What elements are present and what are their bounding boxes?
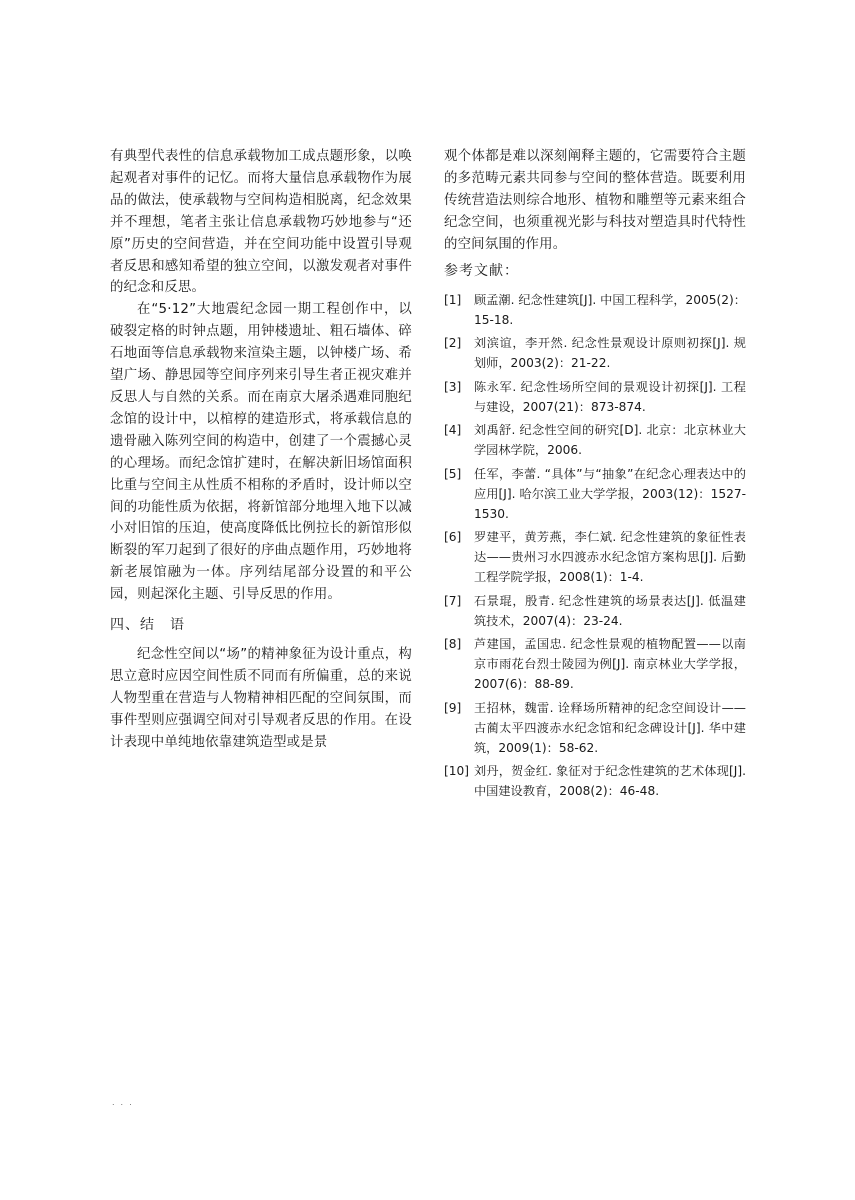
body-paragraph-2: 在“5·12”大地震纪念园一期工程创作中，以破裂定格的时钟点题，用钟楼遗址、粗石墙体、碎石地面等信息承载物来渲染主题，以钟楼广场、希望广场、静思园等空间序列来引导生者正视灾难并反思人与自然的关系。而在南京大屠杀遇难同胞纪念馆的设计中，以棺椁的建造形式，将承载信息的遗骨融入陈列空间的构造中，创建了一个震撼心灵的心理场。而纪念馆扩建时，在解决新旧场馆面积比重与空间主从性质不相称的矛盾时，设计师以空间的功能性质为依据，将新馆部分地埋入地下以减小对旧馆的压迫，使高度降低比例拉长的新馆形似断裂的军刀起到了很好的序曲点题作用，巧妙地将新老展馆融为一体。序列结尾部分设置的和平公园，则起深化主题、引导反思的作用。 bbox=[110, 302, 412, 603]
reference-number: [10] bbox=[444, 764, 470, 779]
reference-text: 刘禹舒. 纪念性空间的研究[D]. 北京：北京林业大学园林学院，2006. bbox=[474, 423, 746, 458]
body-paragraph-4: 观个体都是难以深刻阐释主题的，它需要符合主题的多范畴元素共同参与空间的整体营造。既要利用传统营造法则综合地形、植物和雕塑等元素来组合纪念空间，也须重视光影与科技对塑造具时代特性的空间氛围的作用。 bbox=[444, 149, 746, 252]
reference-text: 罗建平，黄芳燕，李仁斌. 纪念性建筑的象征性表达——贵州习水四渡赤水纪念馆方案构思[J]. 后勤工程学院学报，2008(1)：1-4. bbox=[474, 530, 746, 585]
body-paragraph-3: 纪念性空间以“场”的精神象征为设计重点，构思立意时应因空间性质不同而有所偏重，总的来说人物型重在营造与人物精神相匹配的空间氛围，而事件型则应强调空间对引导观者反思的作用。在设计表现中单纯地依靠建筑造型或是景 bbox=[110, 647, 412, 750]
right-column bbox=[444, 146, 746, 805]
reference-number: [5] bbox=[444, 466, 462, 481]
reference-number: [3] bbox=[444, 379, 462, 394]
section-heading-conclusion: 四、结 语 bbox=[110, 617, 185, 634]
reference-item bbox=[444, 761, 746, 801]
reference-number: [2] bbox=[444, 336, 462, 351]
reference-text: 王招林，魏雷. 诠释场所精神的纪念空间设计——古蔺太平四渡赤水纪念馆和纪念碑设计[J]. 华中建筑，2009(1)：58-62. bbox=[474, 700, 746, 755]
reference-text: 任军，李蕾. “具体”与“抽象”在纪念心理表达中的应用[J]. 哈尔滨工业大学学报，2003(12)：1527-1530. bbox=[474, 466, 746, 521]
reference-list bbox=[444, 290, 746, 802]
reference-number: [7] bbox=[444, 593, 462, 608]
body-paragraph-1: 有典型代表性的信息承载物加工成点题形象，以唤起观者对事件的记忆。而将大量信息承载物作为展品的做法，使承载物与空间构造相脱离，纪念效果并不理想，笔者主张让信息承载物巧妙地参与“还原”历史的空间营造，并在空间功能中设置引导观者反思和感知希望的独立空间，以激发观者对事件的纪念和反思。 bbox=[110, 149, 412, 296]
reference-number: [6] bbox=[444, 530, 462, 545]
page-footer-mark: ... bbox=[112, 1098, 138, 1107]
left-column bbox=[110, 146, 412, 754]
reference-text: 刘丹，贺金红. 象征对于纪念性建筑的艺术体现[J]. 中国建设教育，2008(2)：46-48. bbox=[474, 764, 746, 799]
references-title: 参考文献： bbox=[444, 262, 519, 279]
reference-number: [8] bbox=[444, 637, 462, 652]
reference-number: [1] bbox=[444, 292, 462, 307]
reference-item bbox=[444, 527, 746, 587]
reference-number: [9] bbox=[444, 700, 462, 715]
reference-item bbox=[444, 698, 746, 758]
reference-item bbox=[444, 420, 746, 460]
reference-item bbox=[444, 333, 746, 373]
reference-text: 石景琨，殷青. 纪念性建筑的场景表达[J]. 低温建筑技术，2007(4)：23-24. bbox=[474, 593, 746, 628]
reference-text: 芦建国，孟国忠. 纪念性景观的植物配置——以南京市雨花台烈士陵园为例[J]. 南京林业大学学报，2007(6)：88-89. bbox=[474, 637, 746, 692]
reference-item bbox=[444, 591, 746, 631]
reference-item bbox=[444, 377, 746, 417]
reference-item bbox=[444, 290, 746, 330]
reference-item bbox=[444, 634, 746, 694]
reference-text: 顾孟潮. 纪念性建筑[J]. 中国工程科学，2005(2)：15-18. bbox=[474, 292, 746, 327]
reference-text: 陈永军. 纪念性场所空间的景观设计初探[J]. 工程与建设，2007(21)：873-874. bbox=[474, 379, 746, 414]
reference-number: [4] bbox=[444, 423, 462, 438]
reference-item bbox=[444, 464, 746, 524]
reference-text: 刘滨谊，李开然. 纪念性景观设计原则初探[J]. 规划师，2003(2)：21-22. bbox=[474, 336, 746, 371]
